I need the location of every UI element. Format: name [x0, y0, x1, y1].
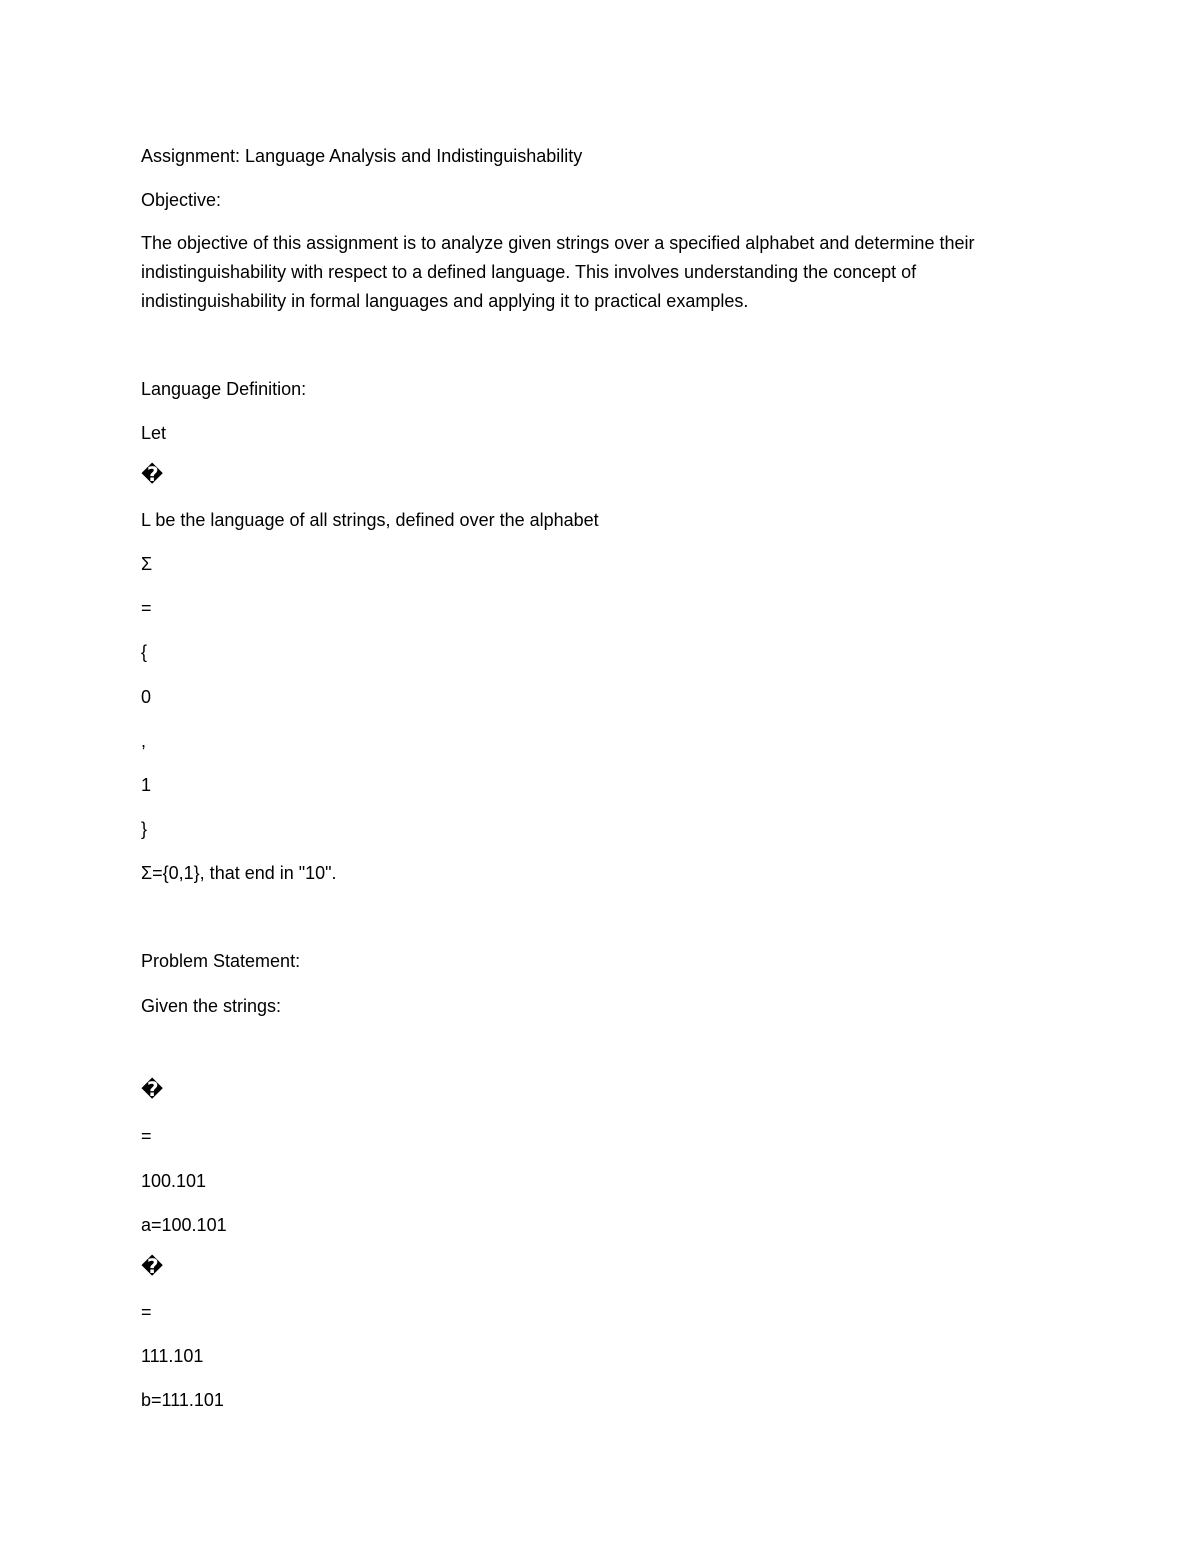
replacement-glyph-icon: �: [141, 1254, 164, 1278]
open-brace: {: [141, 642, 148, 662]
alphabet-comma: ,: [141, 731, 147, 751]
alphabet-one: 1: [141, 775, 152, 795]
given-strings-text: Given the strings:: [141, 996, 282, 1016]
alphabet-summary: Σ={0,1}, that end in "10".: [141, 863, 337, 883]
objective-line-3: indistinguishability in formal languages and applying it to practical examples.: [141, 291, 749, 311]
equals-symbol: =: [141, 598, 152, 618]
string-b-value: 111.101: [141, 1346, 204, 1366]
equals-symbol-a: =: [141, 1126, 152, 1146]
sigma-symbol: Σ: [141, 554, 153, 574]
string-a-assignment: a=100.101: [141, 1215, 227, 1235]
problem-statement-heading: Problem Statement:: [141, 951, 301, 971]
language-sentence: L be the language of all strings, defined over the alphabet: [141, 510, 599, 530]
string-a-value: 100.101: [141, 1171, 207, 1191]
alphabet-zero: 0: [141, 687, 152, 707]
string-b-assignment: b=111.101: [141, 1390, 224, 1410]
let-text: Let: [141, 423, 167, 443]
replacement-glyph-icon: �: [141, 1077, 164, 1101]
objective-line-1: The objective of this assignment is to analyze given strings over a specified alphabet and determine their: [141, 233, 975, 253]
objective-line-2: indistinguishability with respect to a defined language. This involves understanding the concept of: [141, 262, 917, 282]
objective-heading: Objective:: [141, 190, 222, 210]
objective-paragraph: [141, 229, 1071, 316]
close-brace: }: [141, 819, 148, 839]
assignment-title: Assignment: Language Analysis and Indistinguishability: [141, 146, 583, 166]
replacement-glyph-icon: �: [141, 462, 164, 486]
language-definition-heading: Language Definition:: [141, 379, 307, 399]
equals-symbol-b: =: [141, 1302, 152, 1322]
